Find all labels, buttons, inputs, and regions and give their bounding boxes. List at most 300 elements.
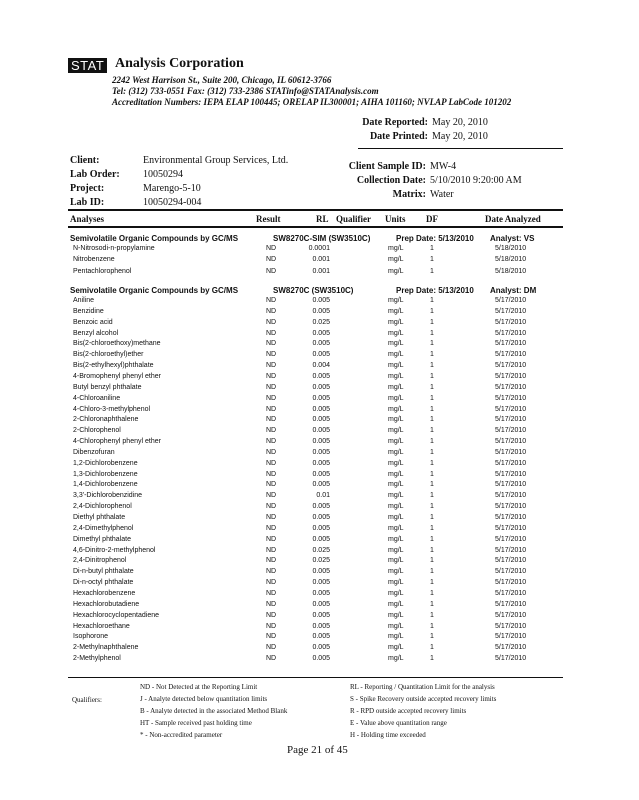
sample-id-value: MW-4 (430, 161, 457, 172)
dilution-factor: 1 (430, 622, 434, 630)
units: mg/L (388, 514, 404, 521)
table-row (0, 373, 639, 384)
analyte-name: Isophorone (73, 633, 109, 641)
dilution-factor: 1 (430, 256, 434, 264)
dilution-factor: 1 (430, 503, 434, 511)
dilution-factor: 1 (430, 644, 434, 652)
collection-date-value: 5/10/2010 9:20:00 AM (430, 175, 522, 186)
section-method: SW8270C (SW3510C) (273, 286, 354, 295)
table-row (0, 438, 639, 449)
date-analyzed: 5/18/2010 (495, 256, 527, 264)
matrix-value: Water (430, 189, 454, 200)
analyte-name: Di-n-octyl phthalate (73, 579, 134, 587)
units: mg/L (388, 416, 404, 424)
reporting-limit: 0.005 (312, 524, 330, 532)
result-value: ND (266, 362, 277, 370)
analyte-name: 4-Chloro-3-methylphenol (73, 405, 151, 413)
dilution-factor: 1 (430, 524, 434, 532)
legend-item: S - Spike Recovery outside accepted recovery limits (350, 695, 497, 703)
analyte-name: Bis(2-chloroethoxy)methane (73, 340, 161, 348)
analyte-name: Butyl benzyl phthalate (73, 383, 142, 391)
table-row (0, 319, 639, 330)
date-analyzed: 5/17/2010 (495, 655, 527, 663)
units: mg/L (388, 503, 404, 511)
sample-id-label: Client Sample ID: (348, 161, 426, 172)
company-address: 2242 West Harrison St., Suite 200, Chicago, IL 60612-3766 (112, 75, 332, 85)
matrix-label: Matrix: (392, 189, 426, 200)
reporting-limit: 0.005 (312, 514, 330, 521)
table-row (0, 547, 639, 558)
table-row (0, 362, 639, 373)
dilution-factor: 1 (430, 405, 434, 413)
table-row (0, 612, 639, 623)
reporting-limit: 0.005 (312, 416, 330, 424)
analyte-name: 4,6-Dinitro-2-methylphenol (73, 546, 156, 554)
dilution-factor: 1 (430, 267, 434, 275)
collection-date-label: Collection Date: (356, 175, 426, 186)
table-row (0, 525, 639, 536)
table-row (0, 557, 639, 568)
reporting-limit: 0.005 (312, 470, 330, 478)
date-analyzed: 5/17/2010 (495, 416, 527, 424)
analyte-name: Benzoic acid (73, 318, 113, 326)
reporting-limit: 0.005 (312, 351, 330, 359)
page-number: Page 21 of 45 (287, 744, 348, 756)
units: mg/L (388, 372, 404, 380)
table-row (0, 256, 639, 267)
project-label: Project: (70, 183, 105, 194)
dilution-factor: 1 (430, 245, 434, 252)
client-value: Environmental Group Services, Ltd. (143, 155, 289, 166)
date-analyzed: 5/17/2010 (495, 307, 527, 315)
reporting-limit: 0.005 (312, 340, 330, 348)
date-analyzed: 5/17/2010 (495, 546, 527, 554)
analyte-name: Hexachlorocyclopentadiene (73, 611, 159, 619)
units: mg/L (388, 329, 404, 337)
analyte-name: Dibenzofuran (73, 448, 115, 456)
section-title: Semivolatile Organic Compounds by GC/MS (70, 234, 239, 243)
analyte-name: 2,4-Dichlorophenol (73, 503, 132, 511)
dilution-factor: 1 (430, 633, 434, 641)
result-value: ND (266, 245, 277, 252)
units: mg/L (388, 470, 404, 478)
result-value: ND (266, 514, 277, 521)
analyte-name: Hexachloroethane (73, 622, 130, 630)
reporting-limit: 0.005 (312, 383, 330, 391)
analyte-name: 1,3-Dichlorobenzene (73, 470, 138, 478)
table-row (0, 351, 639, 362)
dilution-factor: 1 (430, 394, 434, 402)
date-analyzed: 5/18/2010 (495, 245, 527, 252)
reporting-limit: 0.005 (312, 405, 330, 413)
dilution-factor: 1 (430, 307, 434, 315)
result-value: ND (266, 427, 277, 435)
date-analyzed: 5/17/2010 (495, 351, 527, 359)
table-row (0, 268, 639, 279)
result-value: ND (266, 459, 277, 467)
result-value: ND (266, 405, 277, 413)
units: mg/L (388, 297, 404, 304)
stat-logo: STAT (68, 58, 107, 73)
analyte-name: Hexachlorobutadiene (73, 600, 140, 608)
reporting-limit: 0.005 (312, 448, 330, 456)
table-row (0, 623, 639, 634)
date-analyzed: 5/17/2010 (495, 514, 527, 521)
client-label: Client: (70, 155, 100, 166)
table-row (0, 330, 639, 341)
reporting-limit: 0.025 (312, 546, 330, 554)
result-value: ND (266, 633, 277, 641)
result-value: ND (266, 318, 277, 326)
date-analyzed: 5/17/2010 (495, 579, 527, 587)
table-row (0, 395, 639, 406)
reporting-limit: 0.005 (312, 655, 330, 663)
reporting-limit: 0.005 (312, 535, 330, 543)
table-row (0, 460, 639, 471)
result-value: ND (266, 655, 277, 663)
result-value: ND (266, 524, 277, 532)
date-analyzed: 5/17/2010 (495, 600, 527, 608)
result-value: ND (266, 503, 277, 511)
analyte-name: 3,3'-Dichlorobenzidine (73, 492, 143, 500)
date-analyzed: 5/17/2010 (495, 329, 527, 337)
date-analyzed: 5/17/2010 (495, 644, 527, 652)
reporting-limit: 0.005 (312, 644, 330, 652)
dilution-factor: 1 (430, 297, 434, 304)
analyte-name: 4-Chlorophenyl phenyl ether (73, 438, 161, 446)
units: mg/L (388, 633, 404, 641)
lab-id-label: Lab ID: (70, 197, 105, 208)
analyte-name: Pentachlorophenol (73, 267, 132, 275)
legend-item: * - Non-accredited parameter (140, 731, 223, 739)
legend-item: R - RPD outside accepted recovery limits (350, 707, 467, 715)
reporting-limit: 0.005 (312, 600, 330, 608)
reporting-limit: 0.0001 (308, 245, 330, 252)
date-analyzed: 5/18/2010 (495, 267, 527, 275)
col-df: DF (426, 214, 438, 224)
dilution-factor: 1 (430, 600, 434, 608)
reporting-limit: 0.005 (312, 481, 330, 489)
result-value: ND (266, 307, 277, 315)
units: mg/L (388, 351, 404, 359)
table-row (0, 536, 639, 547)
date-analyzed: 5/17/2010 (495, 394, 527, 402)
dilution-factor: 1 (430, 492, 434, 500)
table-row (0, 406, 639, 417)
dilution-factor: 1 (430, 340, 434, 348)
result-value: ND (266, 589, 277, 597)
section-analyst: Analyst: DM (490, 286, 537, 295)
units: mg/L (388, 383, 404, 391)
legend-item: H - Holding time exceeded (350, 731, 426, 739)
reporting-limit: 0.005 (312, 297, 330, 304)
reporting-limit: 0.005 (312, 579, 330, 587)
date-analyzed: 5/17/2010 (495, 481, 527, 489)
units: mg/L (388, 611, 404, 619)
date-printed: May 20, 2010 (432, 131, 488, 142)
units: mg/L (388, 267, 404, 275)
date-analyzed: 5/17/2010 (495, 557, 527, 565)
table-row (0, 340, 639, 351)
table-row (0, 601, 639, 612)
result-value: ND (266, 579, 277, 587)
date-analyzed: 5/17/2010 (495, 383, 527, 391)
col-rl: RL (316, 214, 329, 224)
date-analyzed: 5/17/2010 (495, 568, 527, 576)
reporting-limit: 0.005 (312, 503, 330, 511)
units: mg/L (388, 318, 404, 326)
analyte-name: Benzyl alcohol (73, 329, 119, 337)
project-value: Marengo-5-10 (143, 183, 201, 194)
col-analyses: Analyses (70, 214, 105, 224)
analyte-name: Benzidine (73, 307, 104, 315)
table-row (0, 579, 639, 590)
units: mg/L (388, 340, 404, 348)
result-value: ND (266, 644, 277, 652)
result-value: ND (266, 351, 277, 359)
analyte-name: 4-Bromophenyl phenyl ether (73, 372, 161, 380)
result-value: ND (266, 297, 277, 304)
dilution-factor: 1 (430, 351, 434, 359)
dilution-factor: 1 (430, 557, 434, 565)
table-row (0, 644, 639, 655)
date-analyzed: 5/17/2010 (495, 622, 527, 630)
date-analyzed: 5/17/2010 (495, 492, 527, 500)
table-row (0, 503, 639, 514)
table-row (0, 568, 639, 579)
units: mg/L (388, 622, 404, 630)
date-analyzed: 5/17/2010 (495, 503, 527, 511)
analyte-name: Bis(2-ethylhexyl)phthalate (73, 362, 154, 370)
dilution-factor: 1 (430, 470, 434, 478)
date-analyzed: 5/17/2010 (495, 589, 527, 597)
section-analyst: Analyst: VS (490, 234, 535, 243)
lab-order-value: 10050294 (143, 169, 183, 180)
dilution-factor: 1 (430, 459, 434, 467)
legend-item: E - Value above quantitation range (350, 719, 447, 727)
units: mg/L (388, 481, 404, 489)
result-value: ND (266, 256, 277, 264)
date-printed-label: Date Printed: (369, 131, 428, 142)
date-analyzed: 5/17/2010 (495, 405, 527, 413)
units: mg/L (388, 546, 404, 554)
reporting-limit: 0.001 (312, 256, 330, 264)
reporting-limit: 0.005 (312, 633, 330, 641)
result-value: ND (266, 492, 277, 500)
dilution-factor: 1 (430, 438, 434, 446)
units: mg/L (388, 362, 404, 370)
analyte-name: 2,4-Dimethylphenol (73, 524, 134, 532)
analyte-name: 2-Methylphenol (73, 655, 121, 663)
table-row (0, 655, 639, 666)
analyte-name: Hexachlorobenzene (73, 589, 136, 597)
date-analyzed: 5/17/2010 (495, 470, 527, 478)
analyte-name: 4-Chloroaniline (73, 394, 121, 402)
dilution-factor: 1 (430, 329, 434, 337)
analyte-name: 1,2-Dichlorobenzene (73, 459, 138, 467)
result-value: ND (266, 448, 277, 456)
dilution-factor: 1 (430, 448, 434, 456)
result-value: ND (266, 481, 277, 489)
result-value: ND (266, 416, 277, 424)
result-value: ND (266, 329, 277, 337)
dilution-factor: 1 (430, 535, 434, 543)
analyte-name: 2-Chloronaphthalene (73, 416, 139, 424)
units: mg/L (388, 568, 404, 576)
date-analyzed: 5/17/2010 (495, 611, 527, 619)
col-date-analyzed: Date Analyzed (485, 214, 541, 224)
reporting-limit: 0.005 (312, 438, 330, 446)
dilution-factor: 1 (430, 372, 434, 380)
table-row (0, 308, 639, 319)
date-analyzed: 5/17/2010 (495, 318, 527, 326)
units: mg/L (388, 394, 404, 402)
result-value: ND (266, 340, 277, 348)
dilution-factor: 1 (430, 611, 434, 619)
date-analyzed: 5/17/2010 (495, 340, 527, 348)
table-row (0, 449, 639, 460)
analyte-name: Aniline (73, 297, 95, 304)
result-value: ND (266, 557, 277, 565)
units: mg/L (388, 644, 404, 652)
units: mg/L (388, 589, 404, 597)
table-row (0, 633, 639, 644)
reporting-limit: 0.005 (312, 329, 330, 337)
legend-item: J - Analyte detected below quantitation limits (140, 695, 268, 703)
units: mg/L (388, 492, 404, 500)
dilution-factor: 1 (430, 546, 434, 554)
analyte-name: N-Nitrosodi-n-propylamine (73, 245, 155, 252)
result-value: ND (266, 372, 277, 380)
reporting-limit: 0.005 (312, 589, 330, 597)
units: mg/L (388, 557, 404, 565)
table-row (0, 492, 639, 503)
date-analyzed: 5/17/2010 (495, 459, 527, 467)
legend-item: B - Analyte detected in the associated Method Blank (140, 707, 288, 715)
reporting-limit: 0.001 (312, 267, 330, 275)
analyte-name: 2,4-Dinitrophenol (73, 557, 127, 565)
date-analyzed: 5/17/2010 (495, 427, 527, 435)
section-prep-date: Prep Date: 5/13/2010 (396, 234, 474, 243)
reporting-limit: 0.005 (312, 611, 330, 619)
units: mg/L (388, 427, 404, 435)
date-reported: May 20, 2010 (432, 117, 488, 128)
dilution-factor: 1 (430, 589, 434, 597)
units: mg/L (388, 405, 404, 413)
table-row (0, 384, 639, 395)
dilution-factor: 1 (430, 362, 434, 370)
table-row (0, 481, 639, 492)
dilution-factor: 1 (430, 427, 434, 435)
table-row (0, 297, 639, 308)
dilution-factor: 1 (430, 655, 434, 663)
result-value: ND (266, 470, 277, 478)
reporting-limit: 0.01 (316, 492, 330, 500)
section-method: SW8270C-SIM (SW3510C) (273, 234, 371, 243)
result-value: ND (266, 568, 277, 576)
table-row (0, 590, 639, 601)
legend-item: ND - Not Detected at the Reporting Limit (140, 683, 258, 691)
result-value: ND (266, 267, 277, 275)
accreditation-numbers: Accreditation Numbers: IEPA ELAP 100445; ORELAP IL300001; AIHA 101160; NVLAP LabCode 101202 (112, 97, 512, 107)
units: mg/L (388, 438, 404, 446)
table-row (0, 514, 639, 525)
units: mg/L (388, 307, 404, 315)
company-contact: Tel: (312) 733-0551 Fax: (312) 733-2386 STATinfo@STATAnalysis.com (112, 86, 379, 96)
analyte-name: 1,4-Dichlorobenzene (73, 481, 138, 489)
date-analyzed: 5/17/2010 (495, 633, 527, 641)
table-row (0, 427, 639, 438)
date-analyzed: 5/17/2010 (495, 297, 527, 304)
reporting-limit: 0.004 (312, 362, 330, 370)
result-value: ND (266, 383, 277, 391)
col-units: Units (385, 214, 406, 224)
analyte-name: Di-n-butyl phthalate (73, 568, 134, 576)
dilution-factor: 1 (430, 318, 434, 326)
units: mg/L (388, 579, 404, 587)
section-title: Semivolatile Organic Compounds by GC/MS (70, 286, 239, 295)
legend-item: RL - Reporting / Quantitation Limit for the analysis (350, 683, 495, 691)
lab-id-value: 10050294-004 (143, 197, 202, 208)
lab-order-label: Lab Order: (70, 169, 120, 180)
units: mg/L (388, 600, 404, 608)
company-name: Analysis Corporation (115, 56, 244, 71)
units: mg/L (388, 655, 404, 663)
date-analyzed: 5/17/2010 (495, 535, 527, 543)
reporting-limit: 0.005 (312, 622, 330, 630)
date-analyzed: 5/17/2010 (495, 372, 527, 380)
analyte-name: Dimethyl phthalate (73, 535, 131, 543)
dilution-factor: 1 (430, 383, 434, 391)
reporting-limit: 0.005 (312, 568, 330, 576)
reporting-limit: 0.025 (312, 318, 330, 326)
dilution-factor: 1 (430, 568, 434, 576)
table-row (0, 471, 639, 482)
section-prep-date: Prep Date: 5/13/2010 (396, 286, 474, 295)
legend-item: HT - Sample received past holding time (140, 719, 252, 727)
units: mg/L (388, 256, 404, 264)
col-result: Result (256, 214, 281, 224)
analyte-name: Nitrobenzene (73, 256, 115, 264)
analyte-name: Diethyl phthalate (73, 514, 126, 521)
result-value: ND (266, 546, 277, 554)
result-value: ND (266, 438, 277, 446)
dilution-factor: 1 (430, 514, 434, 521)
dilution-factor: 1 (430, 481, 434, 489)
reporting-limit: 0.005 (312, 372, 330, 380)
analyte-name: Bis(2-chloroethyl)ether (73, 351, 144, 359)
result-value: ND (266, 394, 277, 402)
units: mg/L (388, 245, 404, 252)
table-row (0, 416, 639, 427)
units: mg/L (388, 524, 404, 532)
dilution-factor: 1 (430, 416, 434, 424)
table-row (0, 245, 639, 256)
date-analyzed: 5/17/2010 (495, 438, 527, 446)
result-value: ND (266, 600, 277, 608)
dilution-factor: 1 (430, 579, 434, 587)
reporting-limit: 0.025 (312, 557, 330, 565)
reporting-limit: 0.005 (312, 394, 330, 402)
result-value: ND (266, 622, 277, 630)
units: mg/L (388, 459, 404, 467)
analyte-name: 2-Methylnaphthalene (73, 644, 139, 652)
result-value: ND (266, 535, 277, 543)
analyte-name: 2-Chlorophenol (73, 427, 121, 435)
date-analyzed: 5/17/2010 (495, 524, 527, 532)
date-reported-label: Date Reported: (362, 117, 428, 128)
date-analyzed: 5/17/2010 (495, 362, 527, 370)
